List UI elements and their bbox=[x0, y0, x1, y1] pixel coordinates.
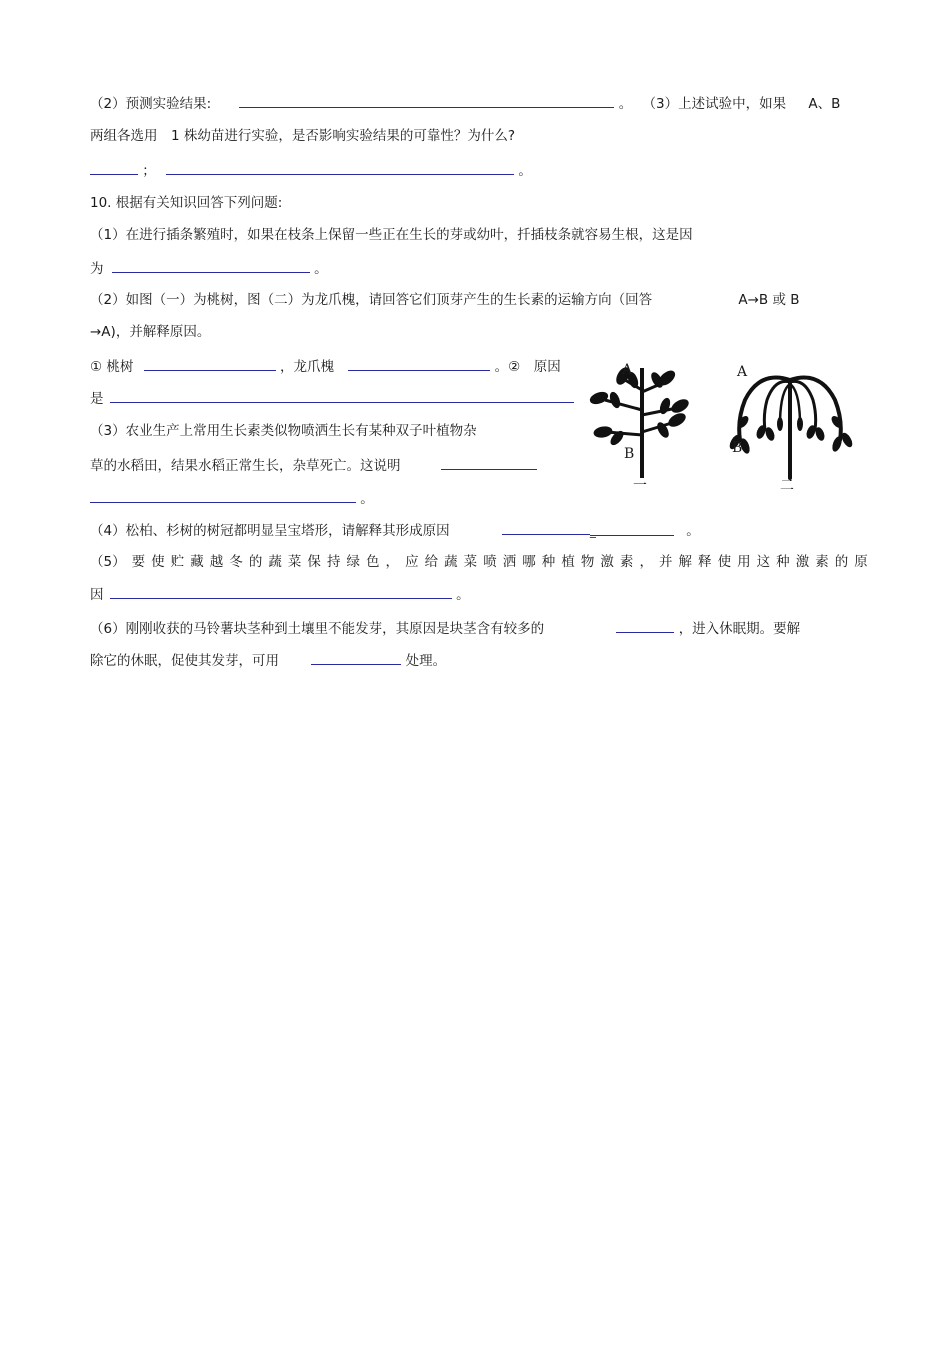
q10-s5-char: 蔬 bbox=[444, 554, 458, 570]
q10-s5-char: 素 bbox=[815, 554, 829, 570]
q9-p2-line bbox=[90, 93, 840, 114]
q10-s6-a-line bbox=[90, 618, 800, 639]
q10-s5-char: ， bbox=[385, 554, 400, 570]
q10-s5-char: 应 bbox=[405, 554, 419, 570]
q10-s3-end: 。 bbox=[360, 491, 374, 507]
q10-s5-char: 给 bbox=[424, 554, 439, 570]
q10-s5-char: 种 bbox=[541, 554, 556, 570]
q9-end: 。 bbox=[518, 163, 532, 179]
tree2-label-b: B bbox=[732, 440, 743, 456]
q10-s5-char: 种 bbox=[776, 554, 790, 570]
sophora-tree-drawing bbox=[728, 378, 855, 479]
tree1-label-b: B bbox=[624, 446, 635, 462]
q10-s6-blank2[interactable] bbox=[311, 650, 401, 665]
q10-s5-char: 激 bbox=[795, 554, 810, 570]
q10-s5-char: 释 bbox=[698, 554, 712, 570]
q9-p2-end: 。 bbox=[618, 96, 633, 112]
q10-s5-char: ， bbox=[639, 554, 653, 570]
q10-title: 10. 根据有关知识回答下列问题: bbox=[90, 195, 283, 211]
q10-s5-char: 菜 bbox=[287, 554, 302, 570]
q10-s5-char: 贮 bbox=[170, 554, 185, 570]
q10-s4-end: 。 bbox=[686, 523, 700, 539]
tree2-label-a: A bbox=[737, 364, 748, 380]
plant-figure bbox=[585, 360, 865, 495]
q10-s5-char: 蔬 bbox=[268, 554, 282, 570]
q10-s2-a-line bbox=[90, 290, 800, 310]
q10-s6-b2: 处理。 bbox=[405, 653, 447, 669]
q10-s5-b: 因 bbox=[90, 587, 104, 603]
q10-s3-c-line bbox=[90, 488, 374, 509]
q10-s2-c-line bbox=[90, 356, 561, 377]
q10-s5-end: 。 bbox=[456, 587, 470, 603]
q10-s2-reason-blank[interactable] bbox=[110, 388, 574, 403]
q10-s2-peach-blank[interactable] bbox=[144, 356, 276, 371]
q10-s4-blank-left[interactable] bbox=[502, 520, 590, 535]
q10-s6-a2: ，进入休眠期。要解 bbox=[678, 621, 801, 637]
q10-s5-char: 原 bbox=[854, 554, 868, 570]
q10-s5-char: 的 bbox=[834, 554, 849, 570]
tree1-label-a: A bbox=[622, 362, 633, 378]
q10-s5-b-line bbox=[90, 584, 470, 605]
q10-s5-char: 物 bbox=[580, 554, 595, 570]
q10-s1-b: 为 bbox=[90, 261, 104, 277]
q10-s5-char: 喷 bbox=[483, 554, 497, 570]
q10-s6-b-line bbox=[90, 650, 446, 671]
q10-s4-mid: _ bbox=[589, 524, 596, 538]
q10-s3-blank1[interactable] bbox=[441, 455, 537, 470]
q10-s4-line bbox=[90, 520, 700, 541]
q10-s3-blank2[interactable] bbox=[90, 488, 356, 503]
q10-s6-b: 除它的休眠，促使其发芽，可用 bbox=[90, 653, 279, 669]
q10-s5-char: 绿 bbox=[346, 554, 360, 570]
q10-s5-char: 菜 bbox=[463, 554, 478, 570]
q9-p3-yesno-blank[interactable] bbox=[90, 160, 138, 175]
q10-s5-blank[interactable] bbox=[110, 584, 452, 599]
q9-p3-label: （3）上述试验中，如果 bbox=[642, 96, 787, 112]
q10-s5-char: 的 bbox=[248, 554, 263, 570]
q9-p3-cont: 两组各选用 1 株幼苗进行实验，是否影响实验结果的可靠性？为什么? bbox=[90, 128, 516, 144]
plant-illustration bbox=[585, 360, 865, 495]
q10-s3-b: 草的水稻田，结果水稻正常生长，杂草死亡。这说明 bbox=[90, 458, 401, 474]
q10-s2-c3: 。② 原因 bbox=[494, 359, 561, 375]
q10-s5-char: 用 bbox=[737, 554, 751, 570]
q10-s2-c2: ，龙爪槐 bbox=[280, 359, 334, 375]
q10-s1-b-line bbox=[90, 258, 328, 279]
q10-s5-char: 植 bbox=[561, 554, 575, 570]
q10-s5-char: 冬 bbox=[229, 554, 243, 570]
q10-s5-char: 要 bbox=[131, 554, 146, 570]
q10-s5-char: （5） bbox=[90, 554, 126, 570]
peach-tree-drawing bbox=[589, 366, 690, 478]
q10-s4-blank-right[interactable] bbox=[590, 521, 674, 536]
q10-s5-char: 越 bbox=[209, 554, 224, 570]
q10-s2-d: 是 bbox=[90, 391, 104, 407]
q10-s5-char: 并 bbox=[658, 554, 673, 570]
q10-s2-b: →A)，并解释原因。 bbox=[90, 324, 211, 340]
q9-semicolon: ； bbox=[142, 163, 156, 179]
q10-s2-a: （2）如图（一）为桃树，图（二）为龙爪槐，请回答它们顶芽产生的生长素的运输方向（回答 bbox=[90, 292, 653, 308]
q10-s3-a: （3）农业生产上常用生长素类似物喷洒生长有某种双子叶植物杂 bbox=[90, 423, 477, 439]
q10-s5-char: 使 bbox=[717, 554, 732, 570]
q10-s5-char: 解 bbox=[678, 554, 692, 570]
q10-s5-char: 色 bbox=[366, 554, 380, 570]
q10-s2-c1: ① 桃树 bbox=[90, 359, 134, 375]
q10-s2-a2: A→B 或 B bbox=[738, 292, 800, 308]
q10-s3-b-line bbox=[90, 455, 537, 476]
q10-s5-char: 持 bbox=[326, 554, 341, 570]
q10-s5-char: 保 bbox=[307, 554, 321, 570]
q10-s2-d-line bbox=[90, 388, 574, 409]
q10-s5-char: 使 bbox=[151, 554, 165, 570]
q9-p3-ab: A、B bbox=[808, 96, 841, 112]
q9-p2-answer-blank[interactable] bbox=[239, 93, 614, 108]
q10-s5-char: 激 bbox=[600, 554, 614, 570]
q9-p3-answer-line bbox=[90, 160, 532, 181]
q10-s1-end: 。 bbox=[314, 261, 328, 277]
q10-s5-char: 哪 bbox=[522, 554, 536, 570]
q10-s5-char: 藏 bbox=[190, 554, 204, 570]
q9-p3-reason-blank[interactable] bbox=[166, 160, 514, 175]
q9-p2-label: （2）预测实验结果: bbox=[90, 96, 212, 112]
q10-s1-a: （1）在进行插条繁殖时，如果在枝条上保留一些正在生长的芽或幼叶，扦插枝条就容易生根，这是因 bbox=[90, 227, 693, 243]
figure-caption-2: 二 bbox=[780, 478, 794, 494]
q10-s2-sophora-blank[interactable] bbox=[348, 356, 490, 371]
q10-s6-a: （6）刚刚收获的马铃薯块茎种到土壤里不能发芽，其原因是块茎含有较多的 bbox=[90, 621, 545, 637]
figure-caption-1: 一 bbox=[633, 478, 647, 494]
q10-s5-char: 洒 bbox=[502, 554, 517, 570]
q10-s6-blank1[interactable] bbox=[616, 618, 674, 633]
q10-s5-char: 这 bbox=[756, 554, 771, 570]
q10-s1-blank[interactable] bbox=[112, 258, 310, 273]
q10-s5-char: 素 bbox=[619, 554, 634, 570]
q10-s4: （4）松柏、杉树的树冠都明显呈宝塔形，请解释其形成原因 bbox=[90, 523, 450, 539]
q10-s5-a-line bbox=[90, 552, 868, 572]
